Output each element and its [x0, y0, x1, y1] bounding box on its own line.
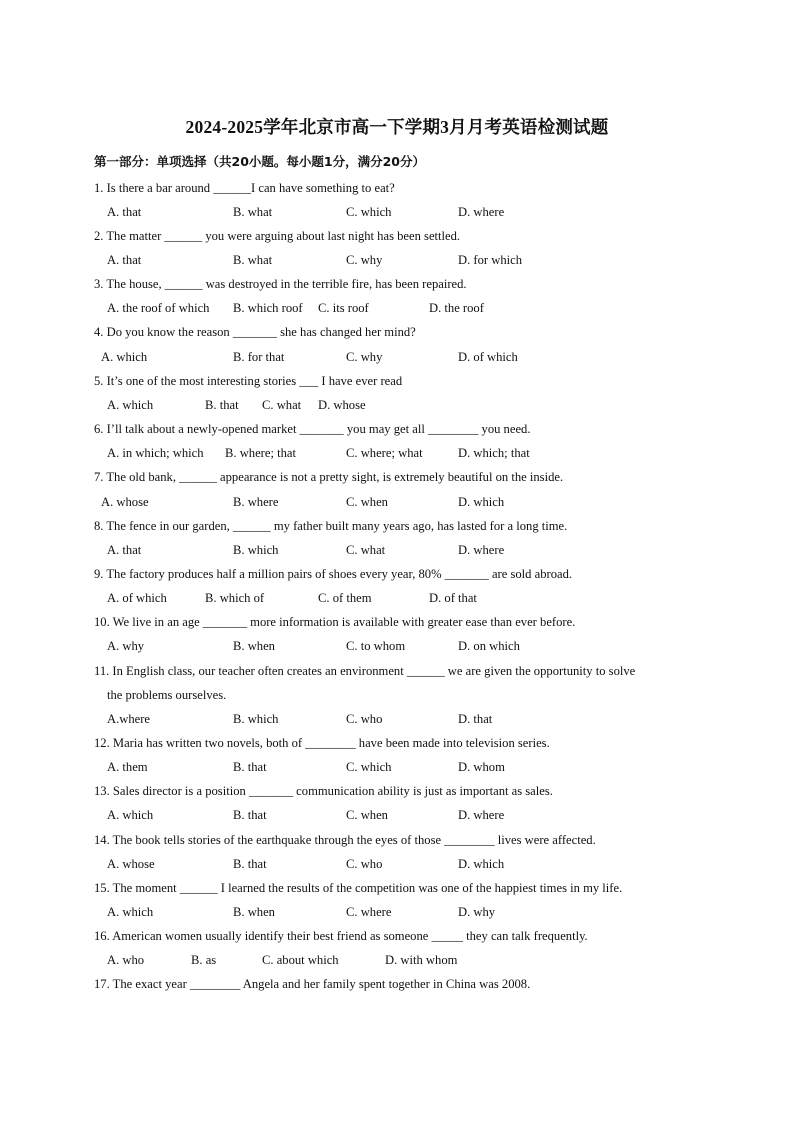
question-5-option-d: D. whose [318, 398, 366, 412]
question-3-option-d: D. the roof [429, 301, 484, 315]
question-2-option-b: B. what [233, 253, 273, 267]
question-15-option-c: C. where [346, 905, 392, 919]
question-2-option-a: A. that [107, 253, 142, 267]
question-15-option-b: B. when [233, 905, 275, 919]
question-14-option-b: B. that [233, 857, 267, 871]
question-6-option-a: A. in which; which [107, 446, 204, 460]
question-11-option-d: D. that [458, 712, 493, 726]
question-10-option-c: C. to whom [346, 639, 406, 653]
question-7-option-c: C. when [346, 495, 388, 509]
question-1-stem: 1. Is there a bar around ______I can have something to eat? [94, 181, 395, 195]
question-9-option-a: A. of which [107, 591, 167, 605]
question-4-option-d: D. of which [458, 350, 518, 364]
question-6-option-c: C. where; what [346, 446, 423, 460]
question-15-option-a: A. which [107, 905, 154, 919]
question-8-stem: 8. The fence in our garden, ______ my father built many years ago, has lasted for a long time. [94, 519, 568, 533]
question-13-option-a: A. which [107, 808, 154, 822]
question-4-option-b: B. for that [233, 350, 285, 364]
question-4-stem: 4. Do you know the reason _______ she has changed her mind? [94, 325, 416, 339]
question-1-option-b: B. what [233, 205, 273, 219]
question-11-stem: 11. In English class, our teacher often creates an environment ______ we are given the opportunity to solve [94, 664, 636, 678]
question-13-option-b: B. that [233, 808, 267, 822]
section-heading: 第一部分：单项选择（共20小题。每小题1分，满分20分） [94, 154, 425, 169]
question-15-stem: 15. The moment ______ I learned the results of the competition was one of the happiest times in my life. [94, 881, 623, 895]
question-9-stem: 9. The factory produces half a million pairs of shoes every year, 80% _______ are sold abroad. [94, 567, 573, 581]
question-13-stem: 13. Sales director is a position _______ communication ability is just as important as sales. [94, 784, 553, 798]
question-3-option-b: B. which roof [233, 301, 303, 315]
question-1-option-c: C. which [346, 205, 392, 219]
question-6-stem: 6. I’ll talk about a newly-opened market _______ you may get all ________ you need. [94, 422, 531, 436]
question-8-option-b: B. which [233, 543, 279, 557]
question-17-stem: 17. The exact year ________ Angela and her family spent together in China was 2008. [94, 977, 531, 991]
question-15-option-d: D. why [458, 905, 496, 919]
question-4-option-c: C. why [346, 350, 383, 364]
question-5-option-a: A. which [107, 398, 154, 412]
question-14-stem: 14. The book tells stories of the earthquake through the eyes of those ________ lives were affected. [94, 833, 596, 847]
question-10-option-d: D. on which [458, 639, 520, 653]
question-14-option-d: D. which [458, 857, 505, 871]
question-5-stem: 5. It’s one of the most interesting stories ___ I have ever read [94, 374, 403, 388]
question-2-option-d: D. for which [458, 253, 523, 267]
question-10-stem: 10. We live in an age _______ more information is available with greater ease than ever before. [94, 615, 576, 629]
page-title: 2024-2025学年北京市高一下学期3月月考英语检测试题 [185, 117, 609, 137]
question-16-option-b: B. as [191, 953, 217, 967]
question-2-option-c: C. why [346, 253, 383, 267]
question-5-option-b: B. that [205, 398, 239, 412]
question-6-option-d: D. which; that [458, 446, 530, 460]
question-8-option-a: A. that [107, 543, 142, 557]
question-7-option-d: D. which [458, 495, 505, 509]
question-2-stem: 2. The matter ______ you were arguing about last night has been settled. [94, 229, 461, 243]
question-16-option-d: D. with whom [385, 953, 458, 967]
question-7-option-a: A. whose [101, 495, 149, 509]
question-8-option-c: C. what [346, 543, 386, 557]
question-13-option-c: C. when [346, 808, 388, 822]
question-12-option-a: A. them [107, 760, 148, 774]
question-3-stem: 3. The house, ______ was destroyed in the terrible fire, has been repaired. [94, 277, 467, 291]
question-3-option-a: A. the roof of which [107, 301, 210, 315]
question-9-option-b: B. which of [205, 591, 265, 605]
question-5-option-c: C. what [262, 398, 302, 412]
question-10-option-a: A. why [107, 639, 145, 653]
question-12-option-d: D. whom [458, 760, 505, 774]
question-16-option-c: C. about which [262, 953, 339, 967]
question-4-option-a: A. which [101, 350, 148, 364]
question-12-stem: 12. Maria has written two novels, both of ________ have been made into television series. [94, 736, 550, 750]
question-7-option-b: B. where [233, 495, 279, 509]
question-6-option-b: B. where; that [225, 446, 296, 460]
question-9-option-d: D. of that [429, 591, 477, 605]
question-11-option-c: C. who [346, 712, 383, 726]
question-11-option-a: A.where [107, 712, 151, 726]
question-12-option-b: B. that [233, 760, 267, 774]
question-8-option-d: D. where [458, 543, 505, 557]
question-11-stem-continuation: the problems ourselves. [107, 688, 227, 702]
question-1-option-a: A. that [107, 205, 142, 219]
question-7-stem: 7. The old bank, ______ appearance is not a pretty sight, is extremely beautiful on the inside. [94, 470, 564, 484]
question-14-option-c: C. who [346, 857, 383, 871]
question-1-option-d: D. where [458, 205, 505, 219]
question-9-option-c: C. of them [318, 591, 372, 605]
question-16-stem: 16. American women usually identify their best friend as someone _____ they can talk frequently. [94, 929, 588, 943]
question-3-option-c: C. its roof [318, 301, 369, 315]
question-12-option-c: C. which [346, 760, 392, 774]
question-11-option-b: B. which [233, 712, 279, 726]
question-14-option-a: A. whose [107, 857, 155, 871]
question-10-option-b: B. when [233, 639, 275, 653]
question-13-option-d: D. where [458, 808, 505, 822]
question-16-option-a: A. who [107, 953, 145, 967]
